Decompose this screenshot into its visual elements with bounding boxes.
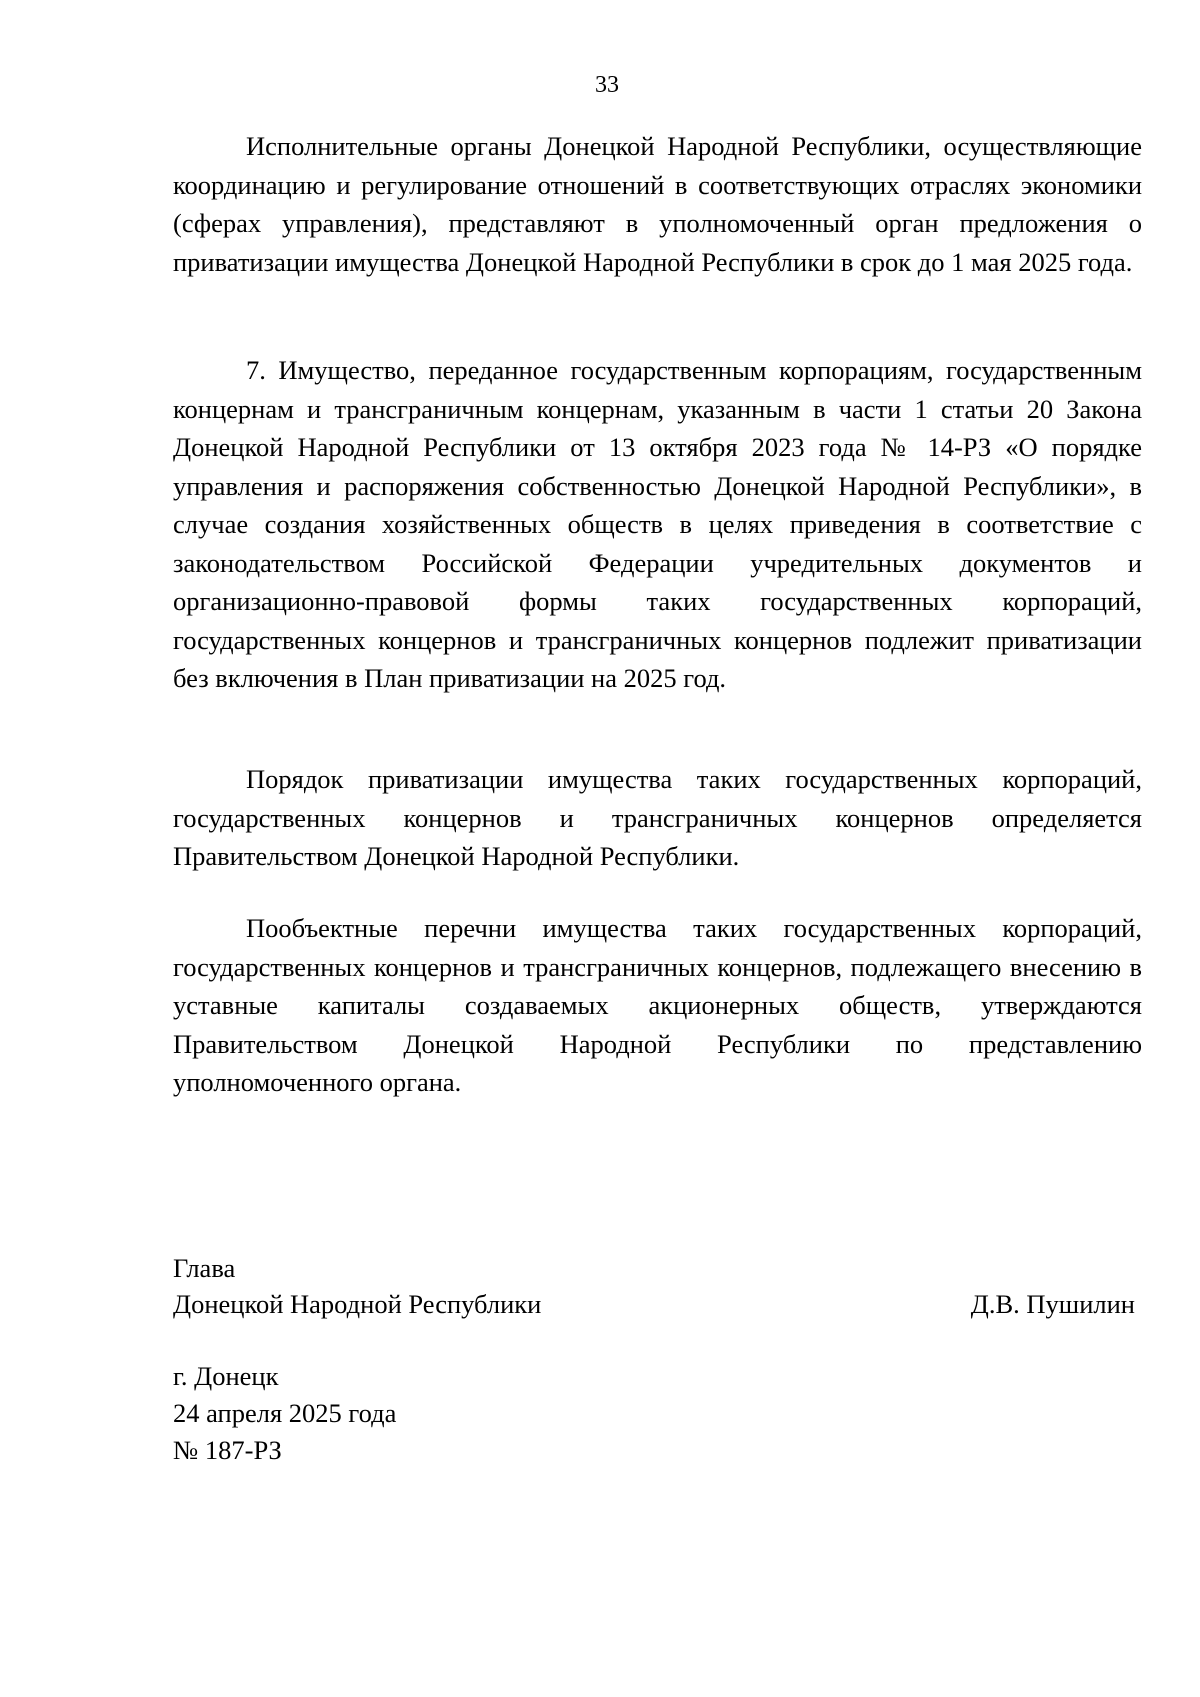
document-number: № 187-РЗ [173,1435,282,1465]
signature-title: Глава [173,1253,236,1283]
signatory-name: Д.В. Пушилин [970,1289,1135,1319]
paragraph-item-7: 7. Имущество, переданное государственным корпорациям, государственным концернам и трансграничным концернам, указанным в части 1 статьи 20 Закона Донецкой Народной Республики от 13 октября 2023 года № 14-РЗ «О порядке управления и распоряжения собственностью Донецкой Народной Республики», в случае создания хозяйственных обществ в целях приведения в соответствие с законодательством Российской Федерации учредительных документов и организационно-правовой формы таких государственных корпораций, государственных концернов и трансграничных концернов подлежит приватизации без включения в План приватизации на 2025 год. [173,355,1142,693]
paragraph-privatization-order: Порядок приватизации имущества таких государственных корпораций, государственных концернов и трансграничных концернов определяется Правительством Донецкой Народной Республики. [173,764,1142,871]
signature-organization: Донецкой Народной Республики [173,1289,542,1319]
paragraph-property-lists: Пообъектные перечни имущества таких государственных корпораций, государственных концернов и трансграничных концернов, подлежащего внесению в уставные капиталы создаваемых акционерных обществ, утверждаются Правительством Донецкой Народной Республики по представлению уполномоченного органа. [173,913,1142,1097]
document-date: 24 апреля 2025 года [173,1398,397,1428]
paragraph-executive-bodies: Исполнительные органы Донецкой Народной Республики, осуществляющие координацию и регулирование отношений в соответствующих отраслях экономики (сферах управления), представляют в уполномоченный орган предложения о приватизации имущества Донецкой Народной Республики в срок до 1 мая 2025 года. [173,131,1142,277]
place-city: г. Донецк [173,1361,279,1391]
page-number: 33 [595,72,619,98]
